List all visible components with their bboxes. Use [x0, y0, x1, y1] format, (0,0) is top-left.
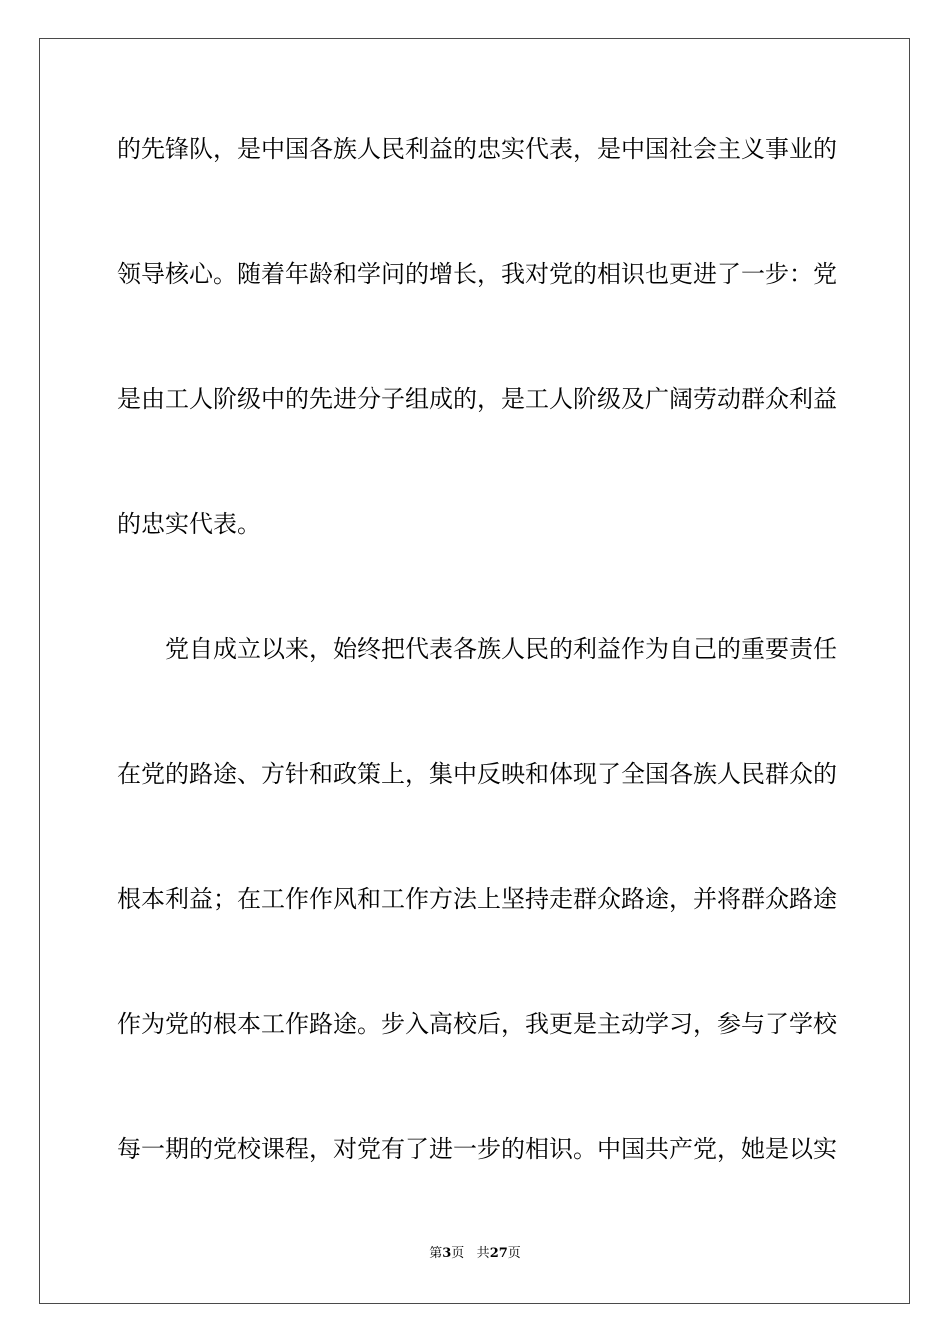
footer-page-suffix: 页 [451, 1246, 465, 1261]
text-line-1: 的先锋队，是中国各族人民利益的忠实代表，是中国社会主义事业的 [117, 135, 837, 163]
text-line-4: 的忠实代表。 [117, 510, 261, 538]
footer-total-pages: 27 [489, 1246, 508, 1261]
text-line-6: 在党的路途、方针和政策上，集中反映和体现了全国各族人民群众的 [117, 760, 837, 788]
footer-page-prefix: 第 [429, 1246, 443, 1261]
text-line-2: 领导核心。随着年龄和学问的增长，我对党的相识也更进了一步：党 [117, 260, 837, 288]
text-line-7: 根本利益；在工作作风和工作方法上坚持走群众路途，并将群众路途 [117, 885, 837, 913]
text-line-3: 是由工人阶级中的先进分子组成的，是工人阶级及广阔劳动群众利益 [117, 385, 837, 413]
text-line-5: 党自成立以来，始终把代表各族人民的利益作为自己的重要责任 [165, 635, 837, 663]
text-line-8: 作为党的根本工作路途。步入高校后，我更是主动学习，参与了学校 [117, 1010, 837, 1038]
footer-total-suffix: 页 [507, 1246, 521, 1261]
footer-page-number: 3 [442, 1246, 452, 1261]
text-line-9: 每一期的党校课程，对党有了进一步的相识。中国共产党，她是以实 [117, 1135, 837, 1163]
page-footer [0, 1246, 950, 1262]
footer-total-prefix: 共 [476, 1246, 490, 1261]
page-border [39, 38, 910, 1304]
